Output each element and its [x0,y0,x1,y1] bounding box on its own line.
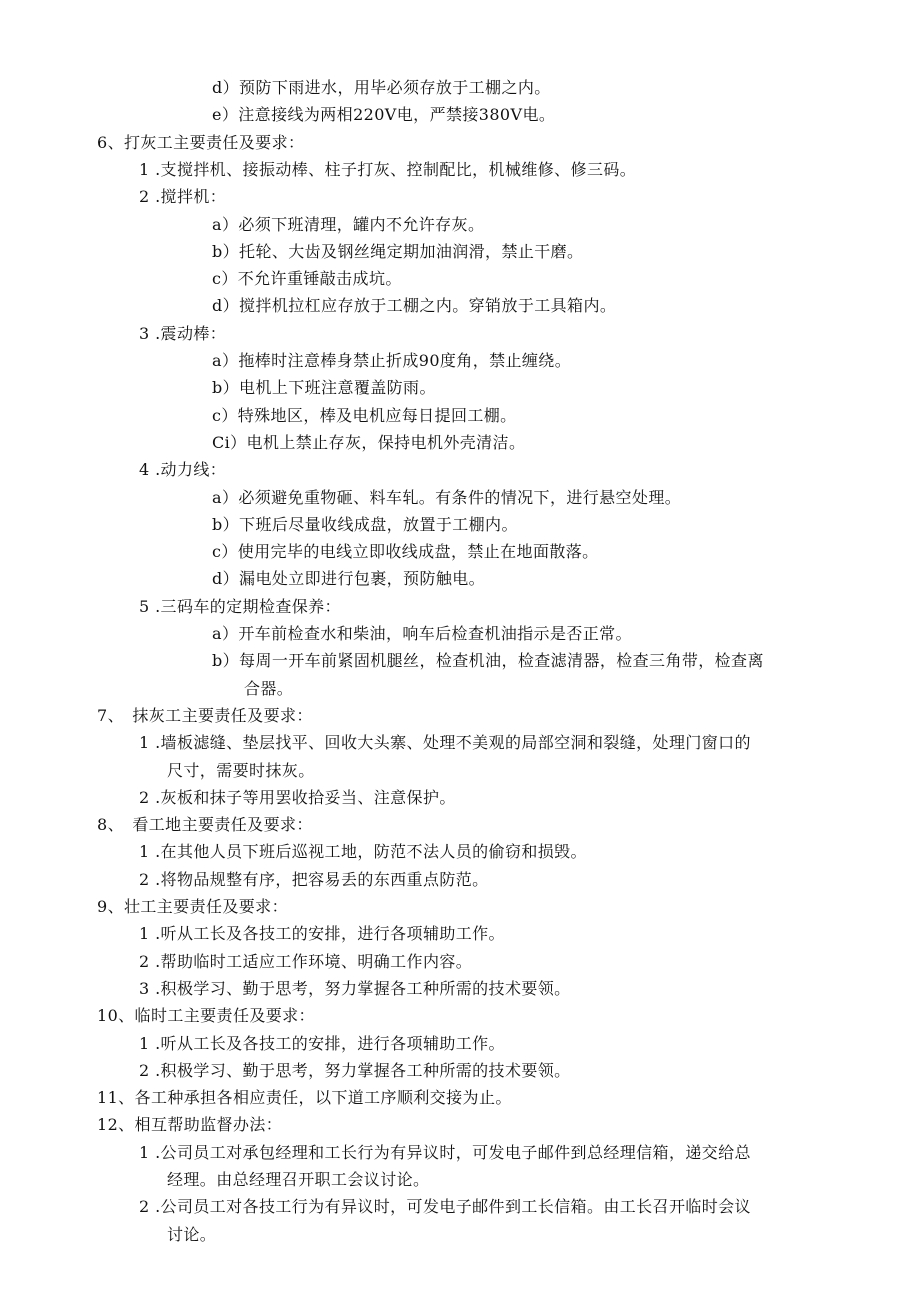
numbered-item: 5 .三码车的定期检查保养： [139,596,341,616]
numbered-item: 4 .动力线： [139,460,227,480]
numbered-item: 1 .听从工长及各技工的安排，进行各项辅助工作。 [139,924,505,944]
numbered-item: 2 .公司员工对各技工行为有异议时，可发电子邮件到工长信箱。由工长召开临时会议 [139,1197,751,1217]
sub-item: c）特殊地区，棒及电机应每日提回工棚。 [212,405,517,425]
sub-item: d）预防下雨进水，用毕必须存放于工棚之内。 [212,78,551,97]
numbered-item: 1 .在其他人员下班后巡视工地，防范不法人员的偷窃和损毁。 [139,842,587,862]
sub-item: Ci）电机上禁止存灰，保持电机外壳清洁。 [212,432,526,452]
section-heading: 9、壮工主要责任及要求： [97,897,288,916]
numbered-item: 2 .将物品规整有序，把容易丢的东西重点防范。 [139,869,489,889]
numbered-item: 3 .积极学习、勤于思考，努力掌握各工种所需的技术要领。 [139,978,571,998]
section-heading: 8、 看工地主要责任及要求： [97,815,313,835]
sub-item: b）托轮、大齿及钢丝绳定期加油润滑，禁止干磨。 [212,241,584,261]
section-heading: 12、相互帮助监督办法： [97,1115,283,1135]
numbered-item: 1 .支搅拌机、接振动棒、柱子打灰、控制配比，机械维修、修三码。 [139,159,637,179]
section-heading: 6、打灰工主要责任及要求： [97,132,305,152]
sub-item: c）使用完毕的电线立即收线成盘，禁止在地面散落。 [212,542,599,562]
sub-item: c）不允许重锤敲击成坑。 [212,269,402,289]
section-heading: 10、临时工主要责任及要求： [97,1006,315,1026]
numbered-item: 2 .帮助临时工适应工作环境、明确工作内容。 [139,951,473,971]
numbered-item: 2 .积极学习、勤于思考，努力掌握各工种所需的技术要领。 [139,1060,571,1080]
sub-item: b）每周一开车前紧固机腿丝，检查机油，检查滤清器，检查三角带，检查离 [212,651,764,671]
sub-item: d）搅拌机拉杠应存放于工棚之内。穿销放于工具箱内。 [212,296,617,316]
sub-item: b）电机上下班注意覆盖防雨。 [212,378,436,398]
sub-item: a）开车前检查水和柴油，响车后检查机油指示是否正常。 [212,624,632,643]
numbered-item: 2 .灰板和抹子等用罢收拾妥当、注意保护。 [139,787,456,807]
sub-item: b）下班后尽量收线成盘，放置于工棚内。 [212,514,518,534]
sub-item: a）必须避免重物砸、料车轧。有条件的情况下，进行悬空处理。 [212,487,682,507]
numbered-item-continuation: 讨论。 [167,1224,217,1244]
numbered-item: 2 .搅拌机： [139,187,227,207]
numbered-item: 3 .震动棒： [139,323,227,343]
numbered-item-continuation: 经理。由总经理召开职工会议讨论。 [167,1170,430,1189]
sub-item-continuation: 合器。 [244,678,294,698]
numbered-item: 1 .公司员工对承包经理和工长行为有异议时，可发电子邮件到总经理信箱，递交给总 [139,1142,751,1162]
section-heading: 11、各工种承担各相应责任，以下道工序顺利交接为止。 [97,1088,512,1108]
sub-item: e）注意接线为两相220V电，严禁接380V电。 [212,105,556,125]
numbered-item: 1 .墙板滤缝、垫层找平、回收大头寨、处理不美观的局部空洞和裂缝，处理门窗口的 [139,733,751,753]
section-heading: 7、 抹灰工主要责任及要求： [97,705,313,725]
sub-item: a）拖棒时注意棒身禁止折成90度角，禁止缠绕。 [212,351,572,370]
sub-item: a）必须下班清理，罐内不允许存灰。 [212,214,485,234]
sub-item: d）漏电处立即进行包裹，预防触电。 [212,569,486,589]
numbered-item: 1 .听从工长及各技工的安排，进行各项辅助工作。 [139,1033,505,1053]
numbered-item-continuation: 尺寸，需要时抹灰。 [167,760,315,780]
